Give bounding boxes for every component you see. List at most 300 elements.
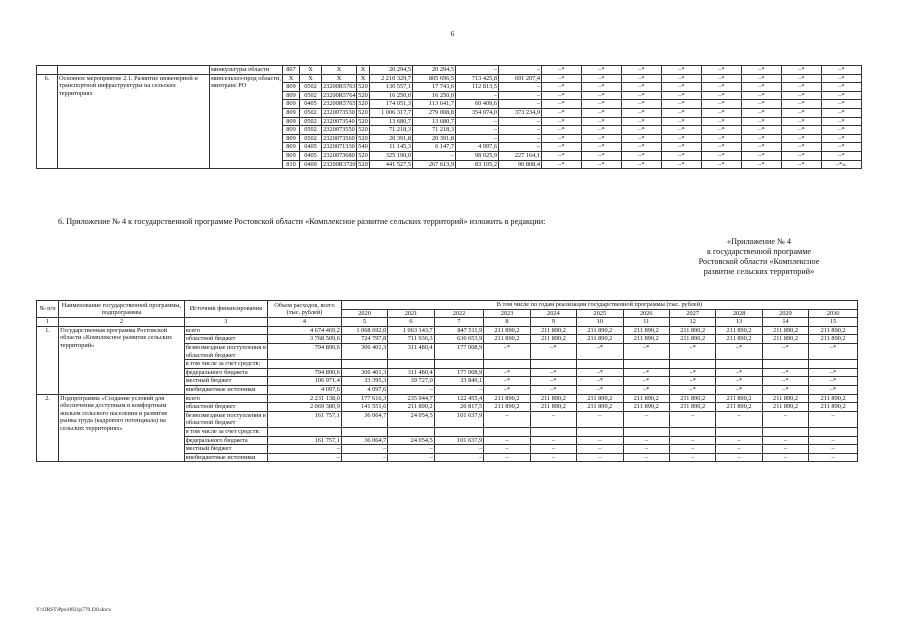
table-cell: –* (662, 117, 702, 126)
table-cell: 211 890,2 (762, 394, 808, 403)
table-cell: 373 234,9 (499, 108, 542, 117)
table-cell: 23200R3720 (323, 160, 356, 168)
table-cell: 211 890,2 (577, 403, 623, 412)
table-cell: 809 (283, 151, 300, 160)
table-cell: 711 936,3 (388, 335, 434, 344)
table-cell: –* (702, 134, 742, 143)
table-cell: –* (669, 385, 715, 394)
table-cell: –* (582, 100, 622, 109)
table-cell: 809 (283, 108, 300, 117)
table-cell: –* (662, 151, 702, 160)
table-cell: 794 890,6 (268, 343, 342, 359)
table-cell: –* (582, 117, 622, 126)
table-cell: 211 890,2 (530, 394, 576, 403)
table-cell: 23200R5765 (323, 100, 356, 108)
table-cell: – (434, 385, 484, 394)
table-cell: –* (822, 117, 862, 126)
table-cell: –* (542, 74, 582, 83)
table-cell: – (530, 453, 576, 462)
table-cell: –* (622, 91, 662, 100)
table-cell: –* (623, 343, 669, 359)
table-cell: – (499, 83, 542, 92)
table-cell: 306 401,3 (341, 368, 387, 377)
program-name: Подпрограмма «Создание условий для обеспечения доступным и комфортным жильем сельского населения и развитие рынка труда (кадрового потенциала) на сельских территориях» (59, 394, 185, 462)
table-cell: 211 890,2 (716, 403, 762, 412)
table-row (37, 394, 858, 403)
table-cell: –* (822, 66, 862, 75)
table-cell: –* (822, 91, 862, 100)
table-cell: –* (577, 385, 623, 394)
table-cell: –* (716, 368, 762, 377)
col-total-header: Объем расходов, всего (тыс. рублей) (268, 301, 342, 318)
table-cell: –* (622, 151, 662, 160)
table-cell: 211 890,2 (716, 394, 762, 403)
table-cell: –* (623, 377, 669, 386)
table-cell: –* (782, 117, 822, 126)
table-cell: – (530, 436, 576, 445)
table-cell: –* (809, 368, 858, 377)
table-cell: 1 063 143,7 (388, 326, 434, 335)
table-cell: – (434, 445, 484, 454)
table-cell: 211 890,2 (484, 403, 530, 412)
table-cell: – (623, 436, 669, 445)
table-cell: – (484, 436, 530, 445)
table-cell: – (623, 453, 669, 462)
table-cell: –* (822, 151, 862, 160)
table-cell (716, 427, 762, 436)
table-cell: 2320073530 (323, 108, 355, 116)
index-cell: 11 (623, 318, 669, 327)
index-cell: 5 (341, 318, 387, 327)
table-cell: –* (542, 143, 582, 152)
table-cell: 33 395,3 (341, 377, 387, 386)
table-cell: 2320071330 (323, 143, 355, 151)
table-cell: 4 674 469,2 (268, 326, 342, 335)
table-cell: – (669, 411, 715, 427)
table-cell: 636 653,9 (434, 335, 484, 344)
table-cell: –* (669, 343, 715, 359)
table-cell (809, 427, 858, 436)
table-cell (716, 360, 762, 369)
table-cell: –* (702, 143, 742, 152)
table-cell: – (484, 411, 530, 427)
funding-source: областной бюджет (184, 335, 267, 344)
table-cell: – (762, 445, 808, 454)
table-cell (484, 360, 530, 369)
table-cell: 1 068 692,0 (341, 326, 387, 335)
table-cell: 794 890,6 (268, 368, 342, 377)
table-cell: 520 (358, 108, 368, 116)
table-cell: 161 757,1 (268, 436, 342, 445)
table-cell: 306 401,3 (341, 343, 387, 359)
table-cell: 227 164,1 (499, 151, 542, 160)
table-cell: 211 890,2 (484, 335, 530, 344)
table-cell: 211 890,2 (577, 394, 623, 403)
table-cell: 177 616,3 (341, 394, 387, 403)
table-cell: –* (622, 143, 662, 152)
table-cell: –* (622, 66, 662, 75)
year-header: 2026 (623, 309, 669, 318)
table-cell: 520 (358, 151, 368, 159)
table-cell: 809 (283, 91, 300, 100)
table-cell: 809 (283, 100, 300, 109)
file-path-footer: Y:\ORST\Ppo\0831p770.f20.docx (36, 607, 111, 613)
table-cell: –* (782, 160, 822, 169)
table-cell: – (434, 453, 484, 462)
table-cell: 809 (283, 83, 300, 92)
funding-table-continuation (36, 65, 862, 169)
table-cell: –* (822, 126, 862, 135)
table-cell: 36 064,7 (341, 436, 387, 445)
table-cell: – (268, 445, 342, 454)
row-num: 6. (37, 74, 58, 169)
table-cell: –* (582, 134, 622, 143)
table-cell: 0502 (300, 117, 322, 126)
table-cell (762, 427, 808, 436)
table-cell: 0502 (300, 108, 322, 117)
table-cell: –* (716, 385, 762, 394)
table-cell: 20 294,5 (370, 66, 413, 75)
table-cell: 4 097,6 (268, 385, 342, 394)
index-cell: 14 (762, 318, 808, 327)
table-cell: 112 813,5 (456, 83, 499, 92)
table-cell: 17 743,6 (413, 83, 456, 92)
table-cell: 71 218,3 (370, 126, 413, 135)
measure-name (58, 66, 210, 75)
table-cell: 211 890,2 (669, 335, 715, 344)
table-cell: – (388, 445, 434, 454)
table-cell: –* (782, 74, 822, 83)
table-cell (434, 360, 484, 369)
funding-source: в том числе за счет средств: (184, 360, 267, 369)
annex-caption (650, 237, 868, 277)
index-cell: 13 (716, 318, 762, 327)
table-cell (623, 360, 669, 369)
funding-source: всего (184, 394, 267, 403)
table-cell (341, 360, 387, 369)
table-cell: 177 008,9 (434, 343, 484, 359)
table-cell: –* (582, 160, 622, 169)
funding-source: федерального бюджета (184, 436, 267, 445)
table-cell: 6 147,7 (413, 143, 456, 152)
table-cell: 13 680,7 (370, 117, 413, 126)
table-cell: 36 064,7 (341, 411, 387, 427)
table-cell: 520 (358, 126, 368, 134)
table-cell: – (456, 66, 499, 75)
table-cell: –* (702, 117, 742, 126)
table-cell: –* (662, 126, 702, 135)
table-cell (341, 427, 387, 436)
table-cell: – (716, 436, 762, 445)
table-cell: –* (577, 377, 623, 386)
table-cell (623, 427, 669, 436)
table-cell: –* (822, 83, 862, 92)
table-cell: 0405 (300, 100, 322, 109)
table-cell: 211 890,2 (762, 403, 808, 412)
table-cell: – (577, 411, 623, 427)
table-cell: –* (622, 74, 662, 83)
table-cell: 161 757,1 (268, 411, 342, 427)
program-funding-table (36, 300, 858, 462)
table-cell: X (322, 74, 357, 83)
table-cell: 130 557,1 (370, 83, 413, 92)
table-cell: 809 (283, 126, 300, 135)
table-cell: –* (742, 117, 782, 126)
table-cell: X (322, 66, 357, 75)
table-cell: 441 527,5 (370, 160, 413, 169)
table-cell: 354 074,0 (456, 108, 499, 117)
table-cell: X (300, 66, 322, 75)
table-cell: 71 218,3 (413, 126, 456, 135)
table-cell: –* (782, 143, 822, 152)
index-cell: 3 (184, 318, 267, 327)
table-cell: 520 (358, 91, 368, 99)
table-cell: X (300, 74, 322, 83)
table-cell: 101 637,9 (434, 411, 484, 427)
table-cell: 20 817,5 (434, 403, 484, 412)
table-cell: 211 890,2 (530, 335, 576, 344)
table-cell (809, 360, 858, 369)
table-cell: 211 890,2 (669, 326, 715, 335)
table-cell: –* (762, 377, 808, 386)
table-cell: –* (582, 91, 622, 100)
table-cell: 520 (358, 83, 368, 91)
table-cell: –* (542, 134, 582, 143)
table-cell: –* (669, 377, 715, 386)
table-cell: – (499, 126, 542, 135)
table-cell: – (456, 134, 499, 143)
program-num: 1. (37, 326, 59, 394)
table-cell: – (762, 436, 808, 445)
table-cell: 24 054,5 (388, 436, 434, 445)
table-cell: 2 231 138,0 (268, 394, 342, 403)
executor: минкультуры области (210, 66, 283, 75)
table-cell: –* (716, 377, 762, 386)
table-cell: 11 145,3 (370, 143, 413, 152)
table-cell: 0405 (300, 151, 322, 160)
table-cell: –* (622, 117, 662, 126)
table-cell: –* (742, 91, 782, 100)
table-cell: – (623, 445, 669, 454)
table-cell: –* (822, 108, 862, 117)
year-header: 2024 (530, 309, 576, 318)
annex-line: развитие сельских территорий» (703, 267, 815, 276)
table-cell: –* (623, 385, 669, 394)
table-cell: 101 637,9 (434, 436, 484, 445)
table-cell: 311 480,4 (388, 368, 434, 377)
table-cell: 60 409,6 (456, 100, 499, 109)
table-row (37, 74, 862, 83)
table-cell (577, 360, 623, 369)
table-cell: –* (782, 134, 822, 143)
table-cell: –* (582, 151, 622, 160)
table-cell: 211 890,2 (577, 335, 623, 344)
table-cell: –* (742, 66, 782, 75)
table-cell: – (499, 100, 542, 109)
table-cell: –* (577, 343, 623, 359)
year-header: 2030 (809, 309, 858, 318)
table-cell: 0502 (300, 91, 322, 100)
table-cell: 106 971,4 (268, 377, 342, 386)
table-cell (434, 427, 484, 436)
table-cell: – (577, 436, 623, 445)
table-cell: – (809, 411, 858, 427)
col-name-header: Наименование государственной программы, подпрограммы (59, 301, 185, 318)
table-cell: –* (822, 143, 862, 152)
table-cell: 810 (283, 160, 300, 169)
table-cell: –* (622, 83, 662, 92)
table-cell: – (499, 134, 542, 143)
col-source-header: Источник финансирования (184, 301, 267, 318)
table-cell: 0409 (300, 160, 322, 169)
table-row (37, 66, 862, 75)
table-cell: – (456, 91, 499, 100)
table-cell: –* (822, 134, 862, 143)
table-cell: 141 551,6 (341, 403, 387, 412)
index-cell: 2 (59, 318, 185, 327)
table-cell: 2320073560 (323, 134, 355, 142)
table-cell: –* (702, 74, 742, 83)
table-cell: –* (662, 108, 702, 117)
table-cell: – (499, 91, 542, 100)
table-cell: –* (742, 151, 782, 160)
table-cell (577, 427, 623, 436)
index-row (37, 318, 858, 327)
table-cell: 211 890,2 (809, 403, 858, 412)
funding-source: всего (184, 326, 267, 335)
table-cell: 809 (283, 134, 300, 143)
table-cell: –* (809, 385, 858, 394)
table-cell: X (357, 66, 370, 75)
table-cell: – (499, 66, 542, 75)
index-cell: 1 (37, 318, 59, 327)
table-cell: 20 391,8 (413, 134, 456, 143)
table-cell: –* (484, 343, 530, 359)
funding-source: федерального бюджета (184, 368, 267, 377)
index-cell: 12 (669, 318, 715, 327)
table-cell: – (499, 143, 542, 152)
table-cell: – (530, 445, 576, 454)
table-cell: 724 797,8 (341, 335, 387, 344)
executor: минсельхоз-прод области, минтранс РО (210, 74, 283, 169)
table-cell: 211 890,2 (669, 403, 715, 412)
table-cell: –* (530, 385, 576, 394)
table-cell: –* (542, 151, 582, 160)
year-header: 2025 (577, 309, 623, 318)
table-cell (530, 360, 576, 369)
table-cell: –* (742, 126, 782, 135)
table-cell: 809 (283, 117, 300, 126)
table-cell: 0502 (300, 126, 322, 135)
col-num-header: № п/п (37, 301, 59, 318)
index-cell: 15 (809, 318, 858, 327)
table-cell: –* (662, 100, 702, 109)
table-cell: –* (809, 377, 858, 386)
table-cell: 113 641,7 (413, 100, 456, 109)
table-cell: –*». (822, 160, 862, 169)
table-cell: –* (702, 160, 742, 169)
table-cell: –* (662, 143, 702, 152)
table-cell: –* (702, 151, 742, 160)
table-cell (530, 427, 576, 436)
table-cell: 211 890,2 (388, 403, 434, 412)
table-cell: 211 890,2 (762, 326, 808, 335)
table-cell: – (623, 411, 669, 427)
table-cell: 1 006 317,7 (370, 108, 413, 117)
table-cell: – (669, 445, 715, 454)
table-cell: – (716, 453, 762, 462)
table-cell: 0502 (300, 83, 322, 92)
table-cell: –* (582, 108, 622, 117)
table-cell: –* (702, 100, 742, 109)
table-cell: – (530, 411, 576, 427)
table-cell: 211 890,2 (716, 326, 762, 335)
table-cell: –* (542, 126, 582, 135)
table-cell: –* (809, 343, 858, 359)
table-cell: 211 890,2 (530, 326, 576, 335)
table-cell: 691 207,4 (499, 74, 542, 83)
table-cell: –* (542, 66, 582, 75)
table-cell: 2 210 329,7 (370, 74, 413, 83)
table-cell: –* (530, 377, 576, 386)
table-cell: – (388, 385, 434, 394)
table-cell: –* (622, 160, 662, 169)
table-cell: 0405 (300, 143, 322, 152)
table-cell: 4 997,6 (456, 143, 499, 152)
years-caption: В том числе по годам реализации государственной программы (тыс. рублей) (341, 301, 857, 310)
table-cell: –* (782, 108, 822, 117)
year-header: 2021 (388, 309, 434, 318)
table-cell: X (357, 74, 370, 83)
table-cell: 847 511,9 (434, 326, 484, 335)
table-cell: –* (742, 143, 782, 152)
table-cell: 520 (358, 117, 368, 125)
table-cell (268, 427, 342, 436)
table-cell: –* (542, 108, 582, 117)
year-header: 2020 (341, 309, 387, 318)
table-cell: –* (582, 143, 622, 152)
table-cell: –* (702, 108, 742, 117)
table-cell: – (809, 445, 858, 454)
table-cell: –* (702, 91, 742, 100)
table-cell: 211 890,2 (623, 403, 669, 412)
table-cell: 211 890,2 (623, 394, 669, 403)
table-cell: 39 727,0 (388, 377, 434, 386)
table-cell: 805 696,5 (413, 74, 456, 83)
year-header: 2023 (484, 309, 530, 318)
table-cell: – (499, 117, 542, 126)
table-cell: 267 613,9 (413, 160, 456, 169)
table-cell: –* (582, 74, 622, 83)
table-cell: –* (662, 134, 702, 143)
table-cell: 211 890,2 (809, 326, 858, 335)
index-cell: 8 (484, 318, 530, 327)
table-cell: – (809, 453, 858, 462)
table-cell: – (762, 411, 808, 427)
table-cell: 211 890,2 (669, 394, 715, 403)
table-cell: –* (623, 368, 669, 377)
table-cell: –* (669, 368, 715, 377)
table-cell: –* (742, 160, 782, 169)
table-cell: 211 890,2 (762, 335, 808, 344)
table-cell: –* (582, 66, 622, 75)
annex-line: к государственной программе (706, 247, 812, 256)
table-cell: –* (662, 83, 702, 92)
table-cell: 2320073550 (323, 126, 355, 134)
table-cell: 90 808,4 (499, 160, 542, 169)
table-cell: 23200R5763 (323, 83, 356, 91)
table-cell: 83 105,2 (456, 160, 499, 169)
